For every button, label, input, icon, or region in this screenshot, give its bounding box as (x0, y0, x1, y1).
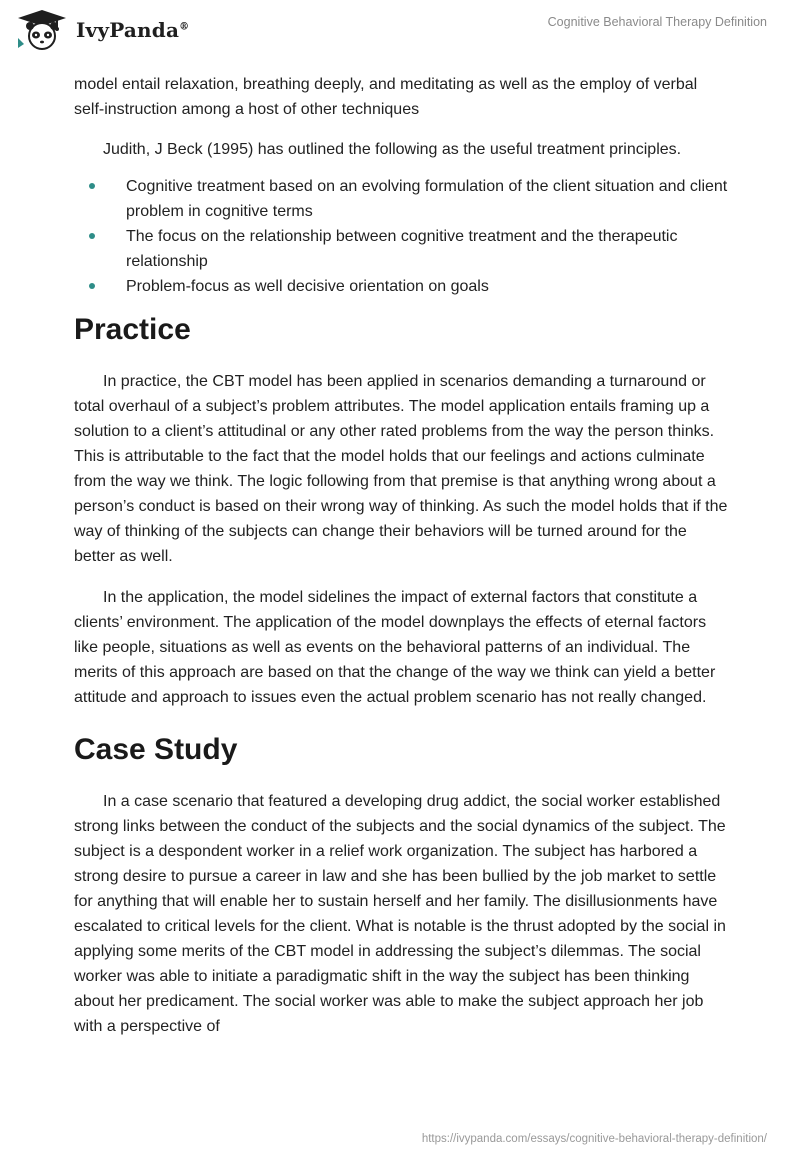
source-url-link[interactable]: https://ivypanda.com/essays/cognitive-behavioral-therapy-definition/ (421, 1133, 767, 1145)
essay-content (74, 72, 730, 1039)
case-study-paragraph: In a case scenario that featured a developing drug addict, the social worker established strong links between the conduct of the subjects and the social dynamics of the subject. The subject is a despondent worker in a relief work organization. The subject has harbored a strong desire to pursue a career in law and she has been bullied by the job market to settle for anything that will enable her to sustain herself and her family. The disillusionments have escalated to critical levels for the client. What is notable is the thrust adopted by the social in applying some merits of the CBT model in addressing the subject’s dilemmas. The social worker was able to initiate a paradigmatic shift in the way the subject has been thinking about her predicament. The social worker was able to make the subject approach her job with a perspective of (74, 793, 726, 1035)
beck-intro-paragraph: Judith, J Beck (1995) has outlined the following as the useful treatment principles. (103, 141, 682, 158)
brand-name: IvyPanda® (76, 18, 190, 42)
logo[interactable] (14, 8, 189, 52)
document-title: Cognitive Behavioral Therapy Definition (547, 15, 767, 29)
page-header (0, 0, 800, 60)
panda-graduation-cap-icon (14, 8, 70, 52)
principles-list (74, 174, 730, 299)
practice-paragraph: In the application, the model sidelines the impact of external factors that constitute a clients’ environment. The application of the model downplays the effects of eternal factors like people, situations as well as events on the behavioral patterns of an individual. The merits of this approach are based on that the change of the way we think can yield a better attitude and approach to issues even the actual problem scenario has not really changed. (74, 589, 716, 706)
bullet-icon (89, 183, 95, 189)
bullet-icon (89, 283, 95, 289)
practice-paragraph: In practice, the CBT model has been applied in scenarios demanding a turnaround or total overhaul of a subject’s problem attributes. The model application entails framing up a solution to a client’s attitudinal or any other rated problems from the way the person thinks. This is attributable to the fact that the model holds that our feelings and actions culminate from the way we think. The logic following from that premise is that anything wrong about a person’s conduct is based on their wrong way of thinking. As such the model holds that if the way of thinking of the subjects can change their behaviors will be turned around for the better as well. (74, 373, 728, 565)
case-study-heading: Case Study (74, 733, 238, 766)
practice-heading: Practice (74, 313, 191, 346)
bullet-icon (89, 233, 95, 239)
list-item: Problem-focus as well decisive orientation on goals (74, 274, 730, 299)
list-item: Cognitive treatment based on an evolving formulation of the client situation and client problem in cognitive terms (74, 174, 730, 224)
list-item: The focus on the relationship between cognitive treatment and the therapeutic relationship (74, 224, 730, 274)
continuation-paragraph: model entail relaxation, breathing deeply, and meditating as well as the employ of verbal self-instruction among a host of other techniques (74, 76, 698, 118)
